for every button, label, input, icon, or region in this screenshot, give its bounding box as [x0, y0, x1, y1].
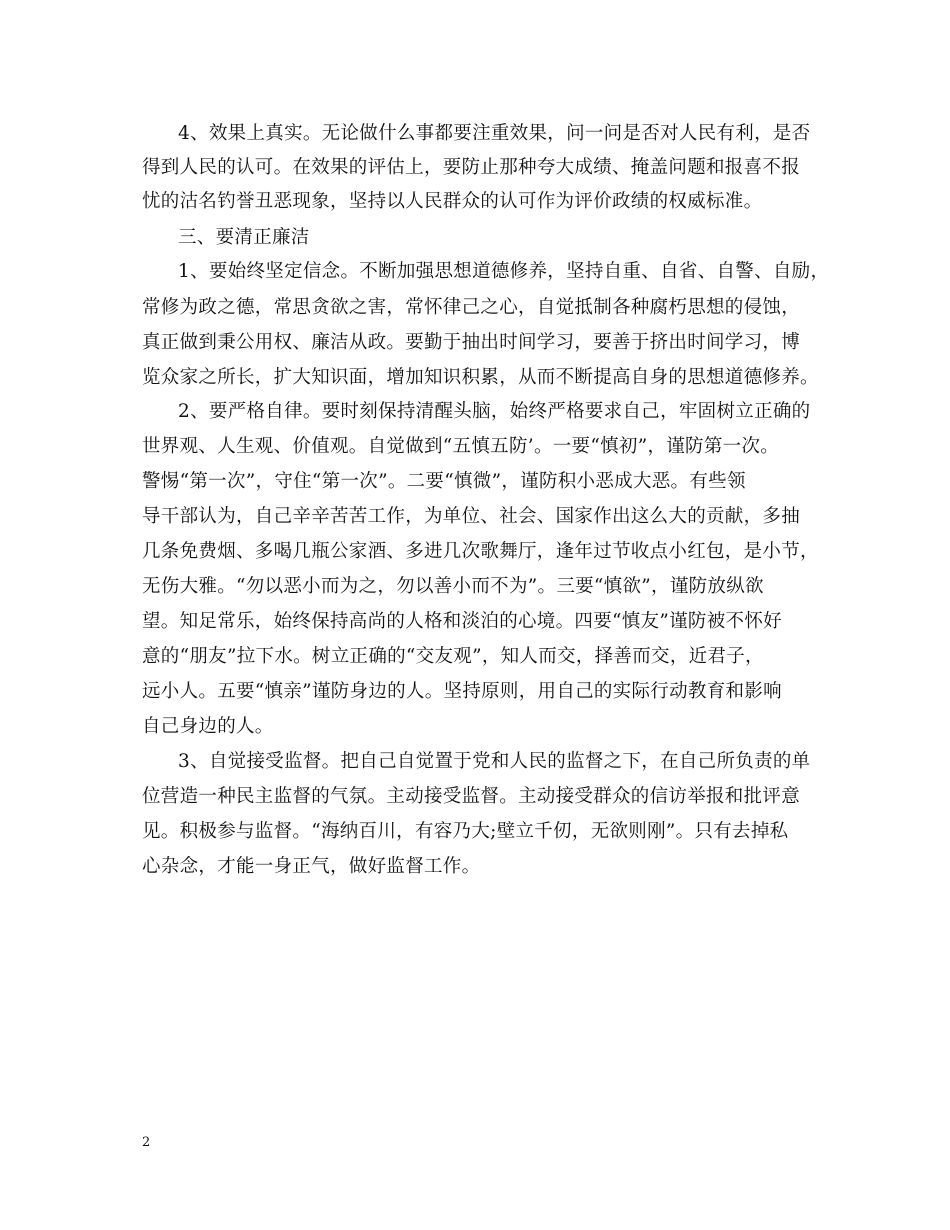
paragraph-line: 2、要严格自律。要时刻保持清醒头脑，始终严格要求自己，牢固树立正确的	[178, 401, 811, 422]
paragraph-line: 警惕“第一次”，守住“第一次”。二要“慎微”，谨防积小恶成大恶。有些领	[142, 471, 746, 492]
paragraph-line: 得到人民的认可。在效果的评估上，要防止那种夸大成绩、掩盖问题和报喜不报	[142, 157, 801, 178]
page-number: 2	[142, 1135, 151, 1150]
paragraph-line: 真正做到秉公用权、廉洁从政。要勤于抽出时间学习，要善于挤出时间学习，博	[142, 332, 801, 353]
paragraph-line: 览众家之所长，扩大知识面，增加知识积累，从而不断提高自身的思想道德修养。	[142, 367, 819, 388]
paragraph-line: 世界观、人生观、价值观。自觉做到“五慎五防’。一要“慎初”，谨防第一次。	[142, 436, 780, 457]
paragraph-line: 常修为政之德，常思贪欲之害，常怀律己之心，自觉抵制各种腐朽思想的侵蚀，	[142, 297, 801, 318]
paragraph-line: 无伤大雅。“勿以恶小而为之，勿以善小而不为”。三要“慎欲”，谨防放纵欲	[142, 576, 764, 597]
paragraph-line: 3、自觉接受监督。把自己自觉置于党和人民的监督之下，在自己所负责的单	[178, 751, 811, 772]
paragraph-line: 意的“朋友”拉下水。树立正确的“交友观”，知人而交，择善而交，近君子，	[142, 646, 764, 667]
paragraph-line: 位营造一种民主监督的气氛。主动接受监督。主动接受群众的信访举报和批评意	[142, 786, 801, 807]
paragraph-line: 几条免费烟、多喝几瓶公家酒、多进几次歌舞厅，逢年过节收点小红包，是小节，	[142, 541, 819, 562]
paragraph-line: 忧的沽名钓誉丑恶现象，坚持以人民群众的认可作为评价政绩的权威标准。	[142, 191, 763, 212]
section-heading: 三、要清正廉洁	[178, 227, 310, 248]
paragraph-line: 望。知足常乐，始终保持高尚的人格和淡泊的心境。四要“慎友”谨防被不怀好	[142, 611, 782, 632]
paragraph-line: 导干部认为，自己辛辛苦苦工作，为单位、社会、国家作出这么大的贡献，多抽	[142, 506, 801, 527]
paragraph-line: 见。积极参与监督。“海纳百川，有容乃大;壁立千仞，无欲则刚”。只有去掉私	[142, 821, 789, 842]
paragraph-line: 1、要始终坚定信念。不断加强思想道德修养，坚持自重、自省、自警、自励，	[178, 261, 830, 282]
paragraph-line: 心杂念，才能一身正气，做好监督工作。	[142, 856, 481, 877]
paragraph-line: 自己身边的人。	[142, 716, 274, 737]
paragraph-line: 4、效果上真实。无论做什么事都要注重效果，问一问是否对人民有利，是否	[178, 123, 811, 144]
paragraph-line: 远小人。五要“慎亲”谨防身边的人。坚持原则，用自己的实际行动教育和影响	[142, 681, 782, 702]
